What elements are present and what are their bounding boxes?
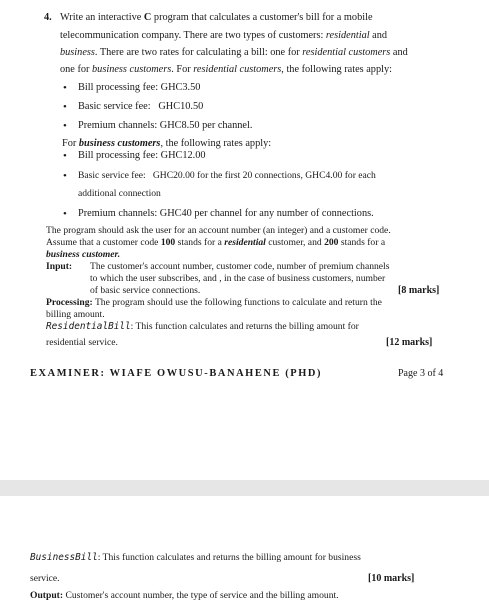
business-rate-basic-cont: additional connection xyxy=(78,188,161,199)
residential-rate-processing: Bill processing fee: GHC3.50 xyxy=(78,82,201,93)
intro-line-4: one for business customers. For residential customers, the following rates apply: xyxy=(60,64,392,75)
bullet-icon: • xyxy=(63,208,67,220)
input-line-2: to which the user subscribes, and , in the case of business customers, number xyxy=(90,273,386,284)
business-func-line: BusinessBill: This function calculates and returns the billing amount for business xyxy=(30,552,361,563)
residential-rate-basic: Basic service fee: GHC10.50 xyxy=(78,101,204,112)
program-line-3: business customer. xyxy=(46,249,121,260)
residential-func-line: ResidentialBill: This function calculates and returns the billing amount for xyxy=(46,321,359,332)
input-marks: [8 marks] xyxy=(398,285,440,296)
bullet-icon: • xyxy=(63,170,67,182)
business-rate-basic: Basic service fee: GHC20.00 for the first 20 connections, GHC4.00 for each xyxy=(78,170,376,181)
bullet-icon: • xyxy=(63,101,67,113)
business-func-line-2: service. xyxy=(30,573,60,584)
exam-page-4 xyxy=(0,496,489,605)
business-intro: For business customers, the following rates apply: xyxy=(62,138,272,149)
program-line-2: Assume that a customer code 100 stands for a residential customer, and 200 stands for a xyxy=(46,237,386,248)
business-marks: [10 marks] xyxy=(368,573,415,584)
residential-func-line-2: residential service. xyxy=(46,337,118,348)
processing-line-2: billing amount. xyxy=(46,309,105,320)
intro-line-1: Write an interactive C program that calculates a customer's bill for a mobile xyxy=(60,12,373,23)
question-number: 4. xyxy=(44,12,52,23)
intro-line-3: business. There are two rates for calculating a bill: one for residential customers and xyxy=(60,47,408,58)
examiner-name: EXAMINER: WIAFE OWUSU-BANAHENE (PHD) xyxy=(30,368,323,379)
page-separator xyxy=(0,480,489,496)
bullet-icon: • xyxy=(63,120,67,132)
input-line-3: of basic service connections. xyxy=(90,285,201,296)
page-number: Page 3 of 4 xyxy=(398,368,444,379)
residential-rate-premium: Premium channels: GHC8.50 per channel. xyxy=(78,120,253,131)
input-label: Input: xyxy=(46,261,73,272)
residential-marks: [12 marks] xyxy=(386,337,433,348)
output-line: Output: Customer's account number, the type of service and the billing amount. xyxy=(30,590,339,601)
input-line-1: The customer's account number, customer code, number of premium channels xyxy=(90,261,390,272)
business-rate-processing: Bill processing fee: GHC12.00 xyxy=(78,150,206,161)
business-rate-premium: Premium channels: GHC40 per channel for any number of connections. xyxy=(78,208,374,219)
bullet-icon: • xyxy=(63,82,67,94)
processing-line-1: Processing: The program should use the following functions to calculate and return the xyxy=(46,297,382,308)
bullet-icon: • xyxy=(63,150,67,162)
program-line-1: The program should ask the user for an account number (an integer) and a customer code. xyxy=(46,225,391,236)
intro-line-2: telecommunication company. There are two types of customers: residential and xyxy=(60,30,388,41)
